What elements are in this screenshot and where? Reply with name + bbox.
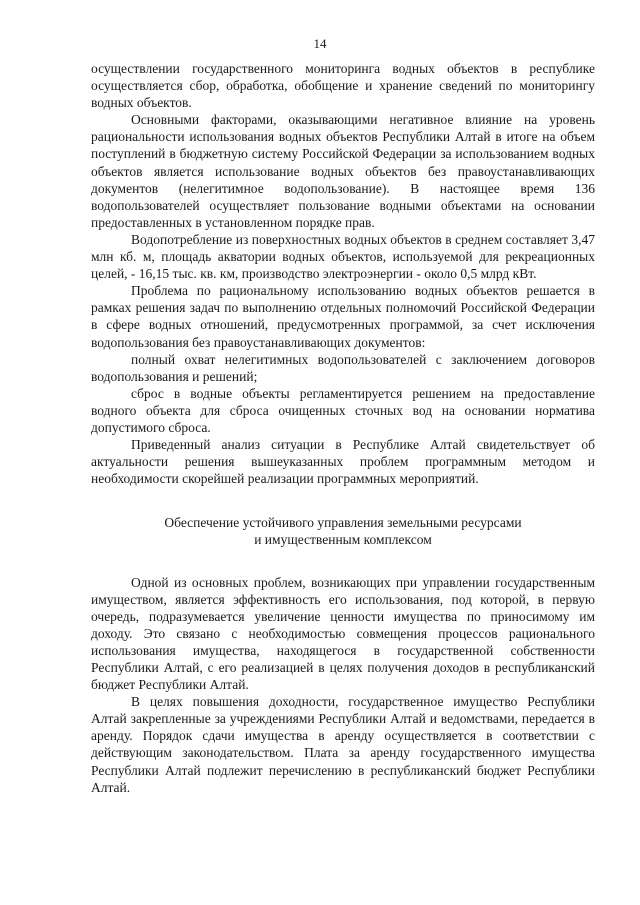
list-item: полный охват нелегитимных водопользователей с заключением договоров водопользования и решений; xyxy=(91,351,595,384)
body-text xyxy=(91,60,595,796)
paragraph: Проблема по рациональному использованию водных объектов решается в рамках решения задач по выполнению отдельных полномочий Российской Федерации в сфере водных отношений, предусмотренных программой, за счет исключения водопользования без правоустанавливающих документов: xyxy=(91,283,595,350)
page-number: 14 xyxy=(313,36,327,51)
section-heading-line: и имущественным комплексом xyxy=(254,532,432,548)
paragraph: В целях повышения доходности, государственное имущество Республики Алтай закрепленные за учреждениями Республики Алтай и ведомствами, передается в аренду. Порядок сдачи имущества в аренду осуществляется в соответствии с действующим законодательством. Плата за аренду государственного имущества Республики Алтай подлежит перечислению в республиканский бюджет Республики Алтай. xyxy=(91,694,595,795)
list-item: сброс в водные объекты регламентируется решением на предоставление водного объекта для сброса очищенных сточных вод на основании норматива допустимого сброса. xyxy=(91,385,595,435)
paragraph: Приведенный анализ ситуации в Республике Алтай свидетельствует об актуальности решения вышеуказанных проблем программным методом и необходимости скорейшей реализации программных мероприятий. xyxy=(91,437,595,487)
paragraph: Основными факторами, оказывающими негативное влияние на уровень рациональности использования водных объектов Республики Алтай в итоге на объем поступлений в бюджетную систему Российской Федерации за использованием водных объектов является использование водных объектов без правоустанавливающих документов (нелегитимное водопользование). В настоящее время 136 водопользователей осуществляет пользование водными объектами на основании предоставленных в установленном порядке прав. xyxy=(91,112,595,230)
paragraph: Водопотребление из поверхностных водных объектов в среднем составляет 3,47 млн кб. м, площадь акватории водных объектов, используемой для рекреационных целей, - 16,15 тыс. кв. км, производство электроэнергии - около 0,5 млрд кВт. xyxy=(91,231,595,282)
paragraph: Одной из основных проблем, возникающих при управлении государственным имуществом, является эффективность его использования, под которой, в первую очередь, подразумевается увеличение ценности имущества по приносимому им доходу. Это связано с необходимостью совмещения процессов рационального использования имущества, находящегося в государственной собственности Республики Алтай, с его реализацией в целях получения доходов в республиканский бюджет Республики Алтай. xyxy=(91,574,595,693)
section-heading xyxy=(91,514,595,548)
section-heading-line: Обеспечение устойчивого управления земельными ресурсами xyxy=(164,515,522,531)
paragraph: осуществлении государственного мониторинга водных объектов в республике осуществляется сбор, обработка, обобщение и хранение сведений по мониторингу водных объектов. xyxy=(91,61,595,111)
